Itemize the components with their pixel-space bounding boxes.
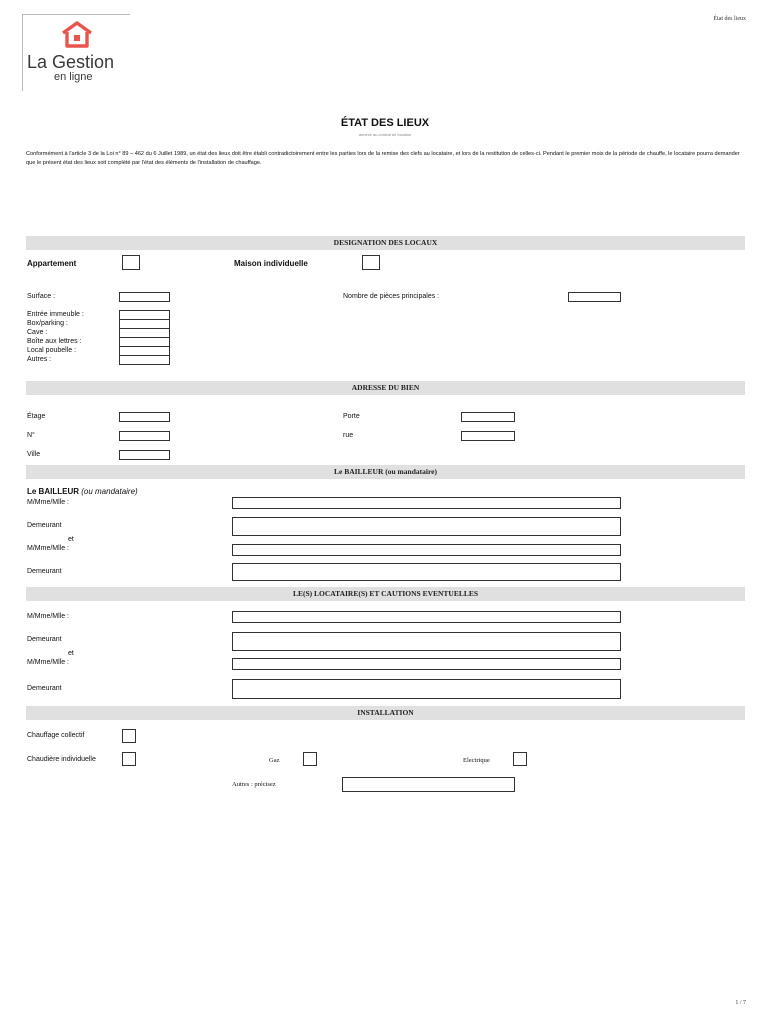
house-logo-icon: [60, 20, 94, 48]
bailleur-civilite-field[interactable]: [232, 497, 621, 509]
annexe-cave-label: Cave :: [27, 329, 48, 336]
bailleur2-civilite-label: M/Mme/Mlle :: [27, 545, 69, 552]
surface-label: Surface :: [27, 293, 56, 300]
annexe-autres-field[interactable]: [119, 355, 170, 365]
maison-label: Maison individuelle: [234, 259, 308, 268]
appartement-label: Appartement: [27, 259, 77, 268]
locataire-civilite-field[interactable]: [232, 611, 621, 623]
pieces-field[interactable]: [568, 292, 621, 302]
section-locataires-header: LE(S) LOCATAIRE(S) ET CAUTIONS EVENTUELLES: [26, 587, 745, 601]
ville-field[interactable]: [119, 450, 170, 460]
rue-label: rue: [343, 432, 354, 439]
bailleur-et-label: et: [68, 536, 74, 543]
header-document-label: État des lieux: [713, 16, 746, 22]
rue-field[interactable]: [461, 431, 515, 441]
maison-checkbox[interactable]: [362, 255, 380, 270]
locataire-et-label: et: [68, 650, 74, 657]
appartement-checkbox[interactable]: [122, 255, 140, 270]
bailleur-demeurant-field[interactable]: [232, 517, 621, 536]
section-designation-header: DESIGNATION DES LOCAUX: [26, 236, 745, 250]
bailleur-heading: [27, 487, 138, 496]
intro-paragraph: Conformément à l'article 3 de la Loi n° 89 – 462 du 6 Juillet 1989, un état des lieux doit être établi contradictoirement entre les parties lors de la remise des clefs au locataire, et lors de la restitution de celles-ci. Pendant le premier mois de la période de chauffe, le locataire pourra demander que le présent état des lieux soit complété par l'état des éléments de l'installation de chauffage.: [26, 151, 740, 166]
chauffage-collectif-label: Chauffage collectif: [27, 732, 85, 739]
bailleur2-demeurant-field[interactable]: [232, 563, 621, 581]
bailleur-heading-italic: (ou mandataire): [81, 487, 138, 496]
annexe-box-label: Box/parking :: [27, 320, 68, 327]
page-title: ÉTAT DES LIEUX: [340, 117, 430, 129]
autres-field[interactable]: [342, 777, 515, 792]
bailleur-civilite-label: M/Mme/Mlle :: [27, 499, 69, 506]
annexe-boite-label: Boîte aux lettres :: [27, 338, 82, 345]
bailleur-heading-bold: Le BAILLEUR: [27, 487, 79, 496]
ville-label: Ville: [27, 451, 41, 458]
annexe-poubelle-label: Local poubelle :: [27, 347, 77, 354]
chaudiere-individuelle-checkbox[interactable]: [122, 752, 136, 766]
locataire2-civilite-label: M/Mme/Mlle :: [27, 659, 69, 666]
chaudiere-individuelle-label: Chaudière individuelle: [27, 756, 96, 763]
page-subtitle: annexé au contrat de location: [358, 132, 412, 137]
numero-field[interactable]: [119, 431, 170, 441]
porte-field[interactable]: [461, 412, 515, 422]
page-number: 1 / 7: [735, 1000, 746, 1006]
annexe-autres-label: Autres :: [27, 356, 52, 363]
chauffage-collectif-checkbox[interactable]: [122, 729, 136, 743]
annexe-entree-label: Entrée immeuble :: [27, 311, 84, 318]
surface-field[interactable]: [119, 292, 170, 302]
etage-field[interactable]: [119, 412, 170, 422]
numero-label: N°: [27, 432, 35, 439]
autres-label: Autres : précisez: [232, 781, 276, 788]
section-bailleur-header: Le BAILLEUR (ou mandataire): [26, 465, 745, 479]
bailleur2-civilite-field[interactable]: [232, 544, 621, 556]
locataire-demeurant-label: Demeurant: [27, 636, 62, 643]
pieces-label: Nombre de pièces principales :: [343, 293, 440, 300]
locataire-civilite-label: M/Mme/Mlle :: [27, 613, 69, 620]
locataire2-demeurant-field[interactable]: [232, 679, 621, 699]
gaz-label: Gaz: [269, 757, 280, 764]
porte-label: Porte: [343, 413, 360, 420]
locataire2-civilite-field[interactable]: [232, 658, 621, 670]
electrique-label: Electrique: [463, 757, 490, 764]
locataire-demeurant-field[interactable]: [232, 632, 621, 651]
etage-label: Étage: [27, 413, 46, 420]
section-adresse-header: ADRESSE DU BIEN: [26, 381, 745, 395]
section-installation-header: INSTALLATION: [26, 706, 745, 720]
bailleur2-demeurant-label: Demeurant: [27, 568, 62, 575]
electrique-checkbox[interactable]: [513, 752, 527, 766]
logo-main-text: La Gestion: [27, 52, 115, 72]
gaz-checkbox[interactable]: [303, 752, 317, 766]
bailleur-demeurant-label: Demeurant: [27, 522, 62, 529]
logo-sub-text: en ligne: [54, 71, 93, 83]
locataire2-demeurant-label: Demeurant: [27, 685, 62, 692]
